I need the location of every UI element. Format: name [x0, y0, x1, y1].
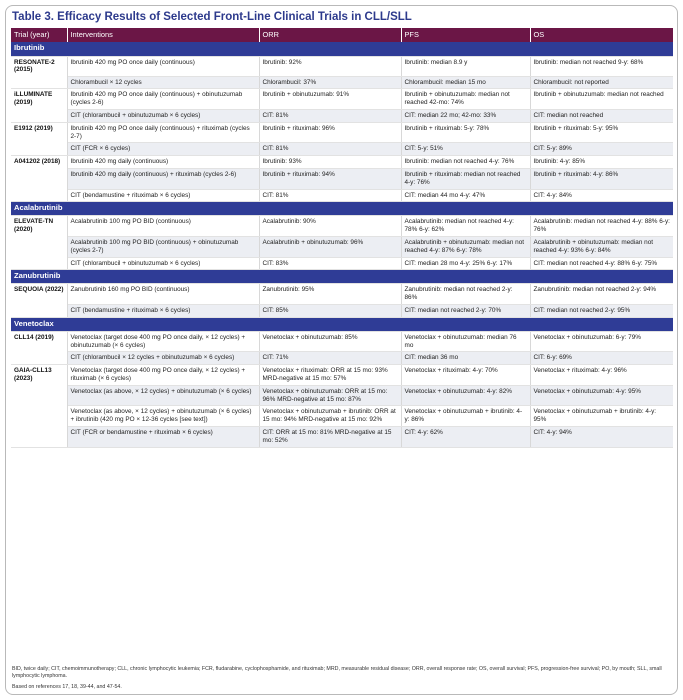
interventions-cell: CIT (chlorambucil + obinutuzumab × 6 cycles) — [67, 109, 259, 122]
trial-cell: RESONATE-2 (2015) — [11, 56, 67, 76]
header-trial: Trial (year) — [11, 28, 67, 42]
pfs-cell: Acalabrutinib: median not reached 4-y: 78% 6-y: 62% — [401, 216, 530, 237]
group-row — [11, 202, 673, 216]
abbreviations-note: BID, twice daily; CIT, chemoimmunotherapy; CLL, chronic lymphocytic leukemia; FCR, fludarabine, cyclophosphamide, and rituximab; MRD, measurable residual disease; ORR, overall response rate; OS, overall survival; PFS, progression-free survival; PO, by mouth; SLL, small lymphocytic lymphoma. — [12, 666, 662, 680]
table-row — [11, 426, 673, 447]
trial-cell: CLL14 (2019) — [11, 331, 67, 352]
pfs-cell: CIT: median 22 mo; 42-mo: 33% — [401, 109, 530, 122]
table-row — [11, 76, 673, 89]
header-pfs: PFS — [401, 28, 530, 42]
table-row — [11, 216, 673, 237]
os-cell: Venetoclax + obinutuzumab: 4-y: 95% — [530, 385, 673, 406]
interventions-cell: Acalabrutinib 100 mg PO BID (continuous) + obinutuzumab (cycles 2-7) — [67, 236, 259, 257]
interventions-cell: Venetoclax (as above, × 12 cycles) + obinutuzumab (× 6 cycles) — [67, 385, 259, 406]
trial-cell — [11, 426, 67, 447]
os-cell: Ibrutinib + rituximab: 4-y: 86% — [530, 168, 673, 189]
pfs-cell: CIT: 4-y: 62% — [401, 426, 530, 447]
os-cell: Ibrutinib: median not reached 9-y: 68% — [530, 56, 673, 76]
table-row — [11, 257, 673, 270]
pfs-cell: CIT: 5-y: 51% — [401, 143, 530, 156]
orr-cell: Ibrutinib + rituximab: 94% — [259, 168, 401, 189]
trial-cell: ELEVATE-TN (2020) — [11, 216, 67, 237]
orr-cell: Zanubrutinib: 95% — [259, 284, 401, 305]
os-cell: CIT: median not reached — [530, 109, 673, 122]
orr-cell: CIT: 81% — [259, 143, 401, 156]
trial-cell: SEQUOIA (2022) — [11, 284, 67, 305]
pfs-cell: Ibrutinib: median not reached 4-y: 76% — [401, 156, 530, 169]
table-row — [11, 365, 673, 386]
group-label: Zanubrutinib — [11, 270, 673, 284]
orr-cell: CIT: 81% — [259, 189, 401, 202]
trial-cell — [11, 143, 67, 156]
orr-cell: CIT: 85% — [259, 304, 401, 317]
table-row — [11, 352, 673, 365]
orr-cell: Venetoclax + rituximab: ORR at 15 mo: 93% MRD-negative at 15 mo: 57% — [259, 365, 401, 386]
group-row — [11, 317, 673, 331]
pfs-cell: Venetoclax + rituximab: 4-y: 70% — [401, 365, 530, 386]
group-label: Venetoclax — [11, 317, 673, 331]
orr-cell: Chlorambucil: 37% — [259, 76, 401, 89]
os-cell: Chlorambucil: not reported — [530, 76, 673, 89]
table-row — [11, 89, 673, 110]
group-row — [11, 42, 673, 56]
os-cell: Zanubrutinib: median not reached 2-y: 94% — [530, 284, 673, 305]
trial-cell: GAIA-CLL13 (2023) — [11, 365, 67, 386]
orr-cell: Venetoclax + obinutuzumab: ORR at 15 mo: 96% MRD-negative at 15 mo: 87% — [259, 385, 401, 406]
pfs-cell: Venetoclax + obinutuzumab: 4-y: 82% — [401, 385, 530, 406]
pfs-cell: Acalabrutinib + obinutuzumab: median not reached 4-y: 87% 6-y: 78% — [401, 236, 530, 257]
header-row — [11, 28, 673, 42]
trial-cell: iLLUMINATE (2019) — [11, 89, 67, 110]
table-row — [11, 109, 673, 122]
header-os: OS — [530, 28, 673, 42]
orr-cell: Ibrutinib + obinutuzumab: 91% — [259, 89, 401, 110]
table-title-text: Efficacy Results of Selected Front-Line Clinical Trials in CLL/SLL — [57, 11, 412, 23]
table-row — [11, 406, 673, 427]
os-cell: Ibrutinib + rituximab: 5-y: 95% — [530, 122, 673, 143]
pfs-cell: CIT: median not reached 2-y: 70% — [401, 304, 530, 317]
interventions-cell: Zanubrutinib 160 mg PO BID (continuous) — [67, 284, 259, 305]
interventions-cell: Ibrutinib 420 mg PO once daily (continuous) + rituximab (cycles 2-7) — [67, 122, 259, 143]
interventions-cell: Venetoclax (target dose 400 mg PO once daily, × 12 cycles) + obinutuzumab (× 6 cycles) — [67, 331, 259, 352]
references-note: Based on references 17, 18, 39-44, and 47-54. — [12, 683, 122, 690]
pfs-cell: CIT: median 44 mo 4-y: 47% — [401, 189, 530, 202]
table-row — [11, 189, 673, 202]
footnotes — [12, 666, 672, 691]
table-row — [11, 122, 673, 143]
orr-cell: CIT: 71% — [259, 352, 401, 365]
orr-cell: Acalabrutinib: 90% — [259, 216, 401, 237]
trial-cell — [11, 109, 67, 122]
table-title — [6, 6, 677, 28]
header-interventions: Interventions — [67, 28, 259, 42]
trial-cell: E1912 (2019) — [11, 122, 67, 143]
os-cell: Venetoclax + obinutuzumab + ibrutinib: 4-y: 95% — [530, 406, 673, 427]
trial-cell — [11, 352, 67, 365]
interventions-cell: Ibrutinib 420 mg PO once daily (continuous) — [67, 56, 259, 76]
interventions-cell: CIT (bendamustine + rituximab × 6 cycles) — [67, 304, 259, 317]
interventions-cell: CIT (FCR or bendamustine + rituximab × 6 cycles) — [67, 426, 259, 447]
interventions-cell: CIT (chlorambucil × 12 cycles + obinutuzumab × 6 cycles) — [67, 352, 259, 365]
table-row — [11, 284, 673, 305]
pfs-cell: Ibrutinib + obinutuzumab: median not reached 42-mo: 74% — [401, 89, 530, 110]
table-body — [11, 42, 673, 447]
os-cell: Ibrutinib + obinutuzumab: median not reached — [530, 89, 673, 110]
trial-cell — [11, 168, 67, 189]
interventions-cell: Ibrutinib 420 mg daily (continuous) + rituximab (cycles 2-6) — [67, 168, 259, 189]
header-orr: ORR — [259, 28, 401, 42]
trial-cell — [11, 76, 67, 89]
pfs-cell: CIT: median 28 mo 4-y: 25% 6-y: 17% — [401, 257, 530, 270]
group-label: Acalabrutinib — [11, 202, 673, 216]
interventions-cell: CIT (FCR × 6 cycles) — [67, 143, 259, 156]
os-cell: CIT: 6-y: 69% — [530, 352, 673, 365]
table-row — [11, 304, 673, 317]
interventions-cell: Ibrutinib 420 mg PO once daily (continuous) + obinutuzumab (cycles 2-6) — [67, 89, 259, 110]
pfs-cell: CIT: median 36 mo — [401, 352, 530, 365]
table-number: Table 3. — [12, 11, 54, 23]
trial-cell — [11, 406, 67, 427]
efficacy-table — [11, 28, 674, 448]
table-row — [11, 56, 673, 76]
interventions-cell: CIT (bendamustine + rituximab × 6 cycles) — [67, 189, 259, 202]
interventions-cell: Venetoclax (target dose 400 mg PO once daily, × 12 cycles) + rituximab (× 6 cycles) — [67, 365, 259, 386]
os-cell: CIT: median not reached 4-y: 88% 6-y: 75% — [530, 257, 673, 270]
interventions-cell: Acalabrutinib 100 mg PO BID (continuous) — [67, 216, 259, 237]
pfs-cell: Zanubrutinib: median not reached 2-y: 86% — [401, 284, 530, 305]
os-cell: Venetoclax + obinutuzumab: 6-y: 79% — [530, 331, 673, 352]
orr-cell: Venetoclax + obinutuzumab + ibrutinib: ORR at 15 mo: 94% MRD-negative at 15 mo: 92% — [259, 406, 401, 427]
pfs-cell: Ibrutinib: median 8.9 y — [401, 56, 530, 76]
os-cell: CIT: median not reached 2-y: 95% — [530, 304, 673, 317]
os-cell: Acalabrutinib: median not reached 4-y: 88% 6-y: 76% — [530, 216, 673, 237]
table-row — [11, 236, 673, 257]
os-cell: Acalabrutinib + obinutuzumab: median not reached 4-y: 93% 6-y: 84% — [530, 236, 673, 257]
orr-cell: Ibrutinib: 93% — [259, 156, 401, 169]
table-row — [11, 143, 673, 156]
pfs-cell: Venetoclax + obinutuzumab: median 76 mo — [401, 331, 530, 352]
pfs-cell: Chlorambucil: median 15 mo — [401, 76, 530, 89]
trial-cell — [11, 257, 67, 270]
interventions-cell: Chlorambucil × 12 cycles — [67, 76, 259, 89]
os-cell: CIT: 4-y: 94% — [530, 426, 673, 447]
interventions-cell: Venetoclax (as above, × 12 cycles) + obinutuzumab (× 6 cycles) + ibrutinib (420 mg PO × 12-36 cycles [see text]) — [67, 406, 259, 427]
os-cell: Venetoclax + rituximab: 4-y: 96% — [530, 365, 673, 386]
orr-cell: Venetoclax + obinutuzumab: 85% — [259, 331, 401, 352]
interventions-cell: Ibrutinib 420 mg daily (continuous) — [67, 156, 259, 169]
orr-cell: Ibrutinib + rituximab: 96% — [259, 122, 401, 143]
orr-cell: CIT: 83% — [259, 257, 401, 270]
trial-cell — [11, 236, 67, 257]
orr-cell: Acalabrutinib + obinutuzumab: 96% — [259, 236, 401, 257]
pfs-cell: Ibrutinib + rituximab: median not reached 4-y: 76% — [401, 168, 530, 189]
trial-cell — [11, 304, 67, 317]
trial-cell — [11, 385, 67, 406]
pfs-cell: Ibrutinib + rituximab: 5-y: 78% — [401, 122, 530, 143]
os-cell: CIT: 5-y: 89% — [530, 143, 673, 156]
orr-cell: CIT: ORR at 15 mo: 81% MRD-negative at 15 mo: 52% — [259, 426, 401, 447]
table-row — [11, 156, 673, 169]
pfs-cell: Venetoclax + obinutuzumab + ibrutinib: 4-y: 86% — [401, 406, 530, 427]
table-row — [11, 168, 673, 189]
trial-cell: A041202 (2018) — [11, 156, 67, 169]
group-label: Ibrutinib — [11, 42, 673, 56]
os-cell: CIT: 4-y: 84% — [530, 189, 673, 202]
orr-cell: Ibrutinib: 92% — [259, 56, 401, 76]
table-row — [11, 331, 673, 352]
interventions-cell: CIT (chlorambucil + obinutuzumab × 6 cycles) — [67, 257, 259, 270]
os-cell: Ibrutinib: 4-y: 85% — [530, 156, 673, 169]
table-frame — [5, 5, 678, 695]
group-row — [11, 270, 673, 284]
table-row — [11, 385, 673, 406]
orr-cell: CIT: 81% — [259, 109, 401, 122]
trial-cell — [11, 189, 67, 202]
